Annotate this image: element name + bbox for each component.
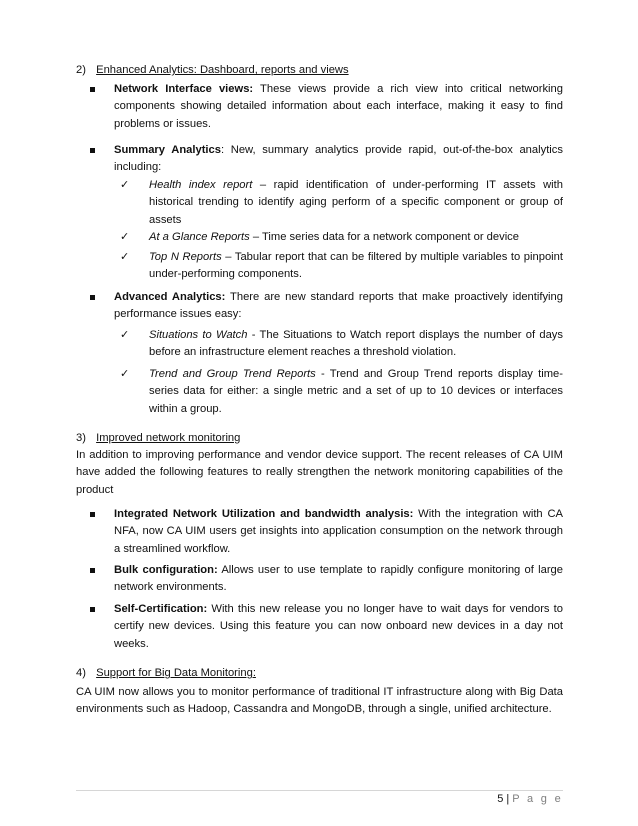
bullet-self-certification <box>90 601 563 653</box>
subitem-text: - The Situations to Watch report displays the number of days before an infrastructure element reaches a threshold violation. <box>149 329 563 359</box>
square-bullet-icon <box>90 295 95 300</box>
subitem-top-n-reports <box>120 249 563 284</box>
square-bullet-icon <box>90 148 95 153</box>
bullet-summary-analytics <box>90 142 563 177</box>
bullet-bulk-configuration <box>90 562 563 597</box>
section-title: Support for Big Data Monitoring: <box>96 667 256 679</box>
square-bullet-icon <box>90 87 95 92</box>
subitem-text: – Tabular report that can be filtered by multiple variables to pinpoint under-performing components. <box>149 251 563 281</box>
bullet-lead: Network Interface views: <box>114 83 254 95</box>
subitem-lead: Top N Reports <box>149 251 222 263</box>
footer-separator: | <box>506 793 510 805</box>
subitem-situations-to-watch <box>120 327 563 362</box>
section-number: 3) <box>76 432 86 444</box>
subitem-text: – rapid identification of under-performing IT assets with historical trending to identify aging perform of a specific component or group of assets <box>149 179 563 226</box>
subitem-health-index-report <box>120 177 563 229</box>
bullet-text: With this new release you no longer have to wait days for vendors to certify new devices. Using this feature you can now onboard new devices in a day not weeks. <box>114 603 563 650</box>
bullet-advanced-analytics <box>90 289 563 324</box>
bullet-lead: Advanced Analytics: <box>114 291 226 303</box>
section-intro-paragraph: CA UIM now allows you to monitor performance of traditional IT infrastructure along with Big Data environments such as Hadoop, Cassandra and MongoDB, through a single, unified architecture. <box>76 686 563 716</box>
square-bullet-icon <box>90 512 95 517</box>
checkmark-icon: ✓ <box>120 251 130 263</box>
bullet-network-interface-views <box>90 81 563 133</box>
bullet-integrated-network-utilization <box>90 506 563 558</box>
footer-divider <box>76 790 563 791</box>
page-footer <box>497 791 563 808</box>
subitem-lead: At a Glance Reports <box>149 231 250 243</box>
section-number: 2) <box>76 64 86 76</box>
page-label: P a g e <box>512 793 563 805</box>
bullet-text: Allows user to use template to rapidly configure monitoring of large network environments. <box>114 564 563 594</box>
checkmark-icon: ✓ <box>120 231 130 243</box>
bullet-text: : New, summary analytics provide rapid, out-of-the-box analytics including: <box>114 144 563 174</box>
section-intro-paragraph: In addition to improving performance and vendor device support. The recent releases of CA UIM have added the following features to really strengthen the network monitoring capabilities of the product <box>76 449 563 496</box>
subitem-lead: Health index report <box>149 179 253 191</box>
section-number: 4) <box>76 667 86 679</box>
subitem-text: - Trend and Group Trend reports display time-series data for either: a single metric and a set of up to 10 devices or interfaces within a group. <box>149 368 563 415</box>
section-title: Improved network monitoring <box>96 432 241 444</box>
bullet-lead: Summary Analytics <box>114 144 221 156</box>
section-heading-big-data-monitoring <box>76 665 256 682</box>
square-bullet-icon <box>90 568 95 573</box>
section-heading-enhanced-analytics <box>76 62 349 79</box>
bullet-text: With the integration with CA NFA, now CA UIM users get insights into application consumption on the network through a streamlined workflow. <box>114 508 563 555</box>
square-bullet-icon <box>90 607 95 612</box>
bullet-text: There are new standard reports that make proactively identifying performance issues easy: <box>114 291 563 321</box>
bullet-lead: Integrated Network Utilization and bandwidth analysis: <box>114 508 414 520</box>
bullet-lead: Self-Certification: <box>114 603 208 615</box>
section-heading-network-monitoring <box>76 430 240 447</box>
checkmark-icon: ✓ <box>120 368 130 380</box>
subitem-text: – Time series data for a network component or device <box>249 231 520 243</box>
subitem-lead: Situations to Watch <box>149 329 248 341</box>
subitem-at-a-glance-reports <box>120 229 563 246</box>
subitem-lead: Trend and Group Trend Reports <box>149 368 316 380</box>
page-number: 5 <box>497 793 504 805</box>
section-title: Enhanced Analytics: Dashboard, reports and views <box>96 64 349 76</box>
bullet-lead: Bulk configuration: <box>114 564 218 576</box>
bullet-text: These views provide a rich view into critical networking components showing detailed information about each interface, making it easy to find problems or issues. <box>114 83 563 130</box>
checkmark-icon: ✓ <box>120 329 130 341</box>
subitem-trend-and-group-trend-reports <box>120 366 563 418</box>
checkmark-icon: ✓ <box>120 179 130 191</box>
